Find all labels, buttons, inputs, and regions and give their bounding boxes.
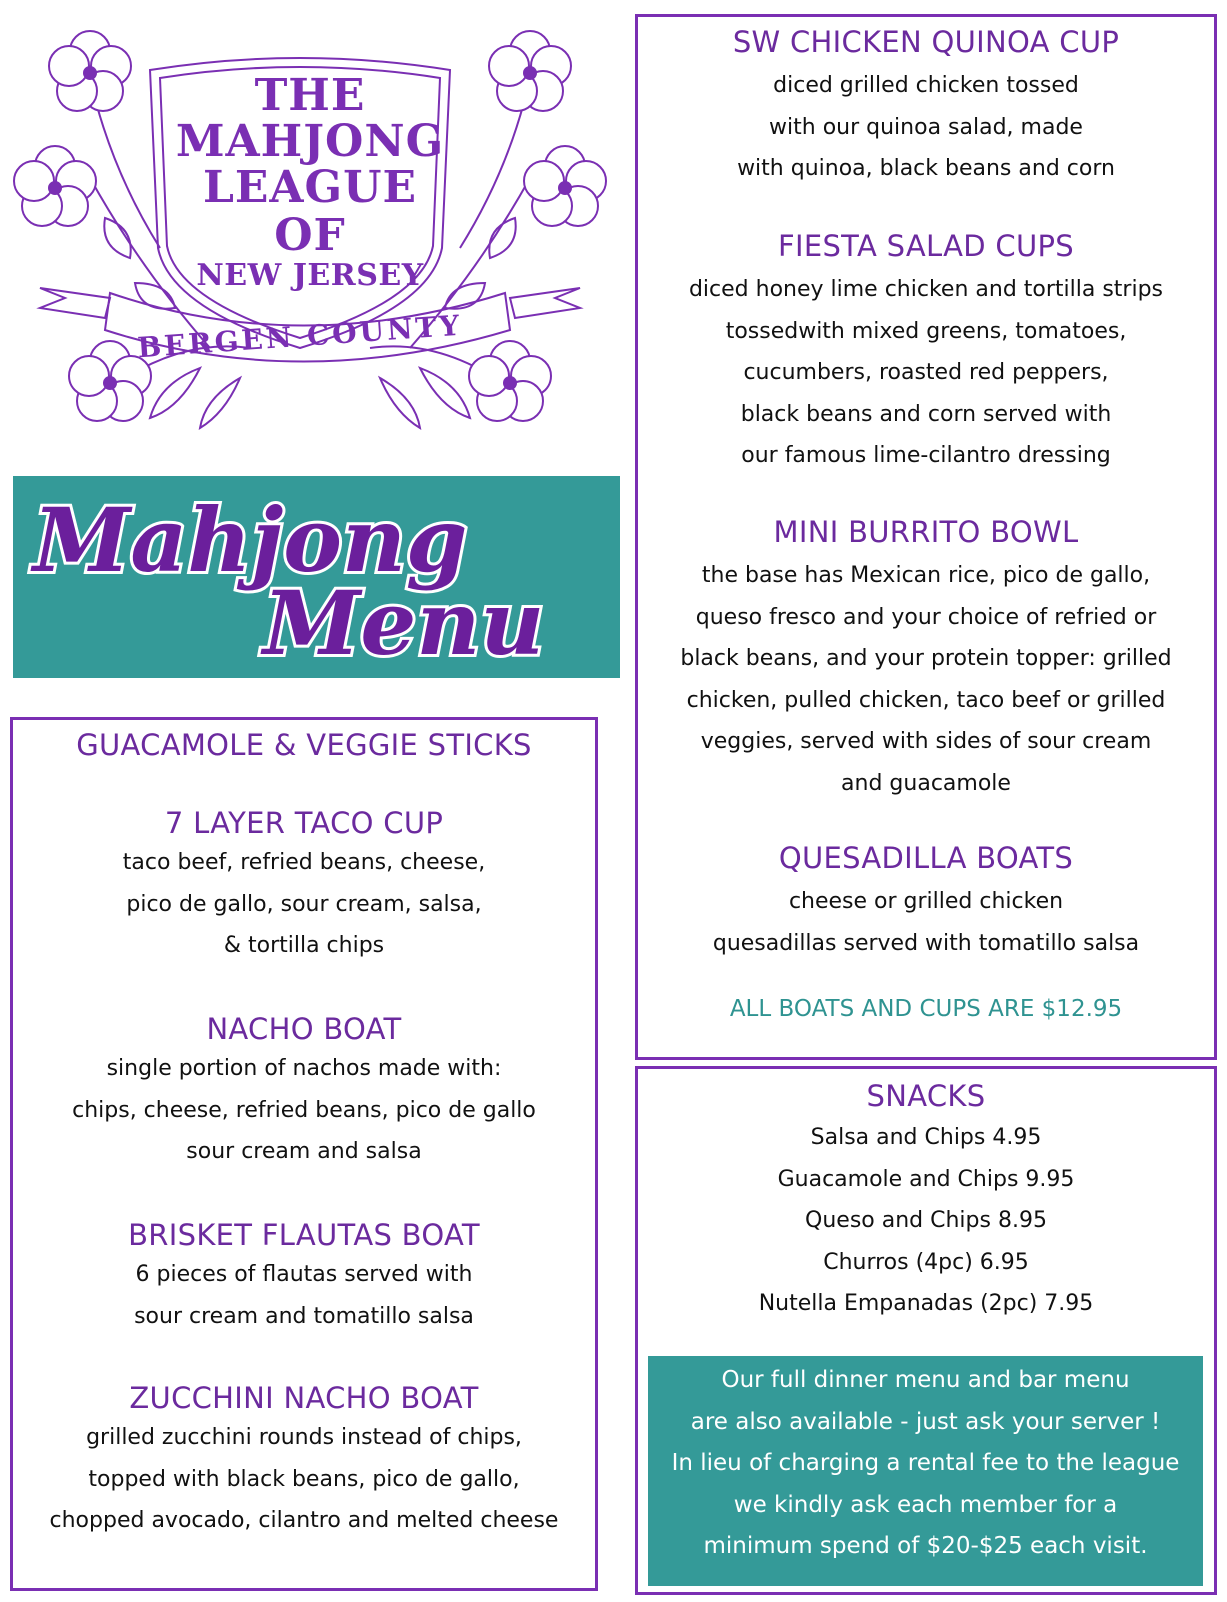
- desc-line: taco beef, refried beans, cheese,: [122, 850, 486, 875]
- desc-line: single portion of nachos made with:: [106, 1056, 502, 1081]
- desc-line: black beans and corn served with: [740, 401, 1112, 427]
- desc-line: diced grilled chicken tossed: [773, 73, 1079, 98]
- item-desc: [638, 881, 1214, 964]
- item-desc: [638, 555, 1214, 804]
- desc-line: queso fresco and your choice of refried or: [695, 604, 1157, 630]
- price-note: ALL BOATS AND CUPS ARE $12.95: [729, 996, 1123, 1022]
- item-title: QUESADILLA BOATS: [778, 841, 1074, 875]
- item-title: 7 LAYER TACO CUP: [164, 806, 444, 840]
- banner-word-1: Mahjong: [33, 488, 468, 592]
- item-desc: [13, 1254, 595, 1337]
- snack-item: Queso and Chips 8.95: [805, 1208, 1047, 1233]
- info-note: [648, 1356, 1203, 1586]
- left-menu-box: [10, 717, 598, 1591]
- desc-line: topped with black beans, pico de gallo,: [88, 1466, 520, 1492]
- item-desc: [13, 842, 595, 967]
- logo-line-3: LEAGUE: [202, 162, 418, 213]
- item-title: MINI BURRITO BOWL: [773, 515, 1079, 549]
- desc-line: the base has Mexican rice, pico de gallo,: [701, 563, 1151, 588]
- snacks-title: SNACKS: [866, 1079, 986, 1113]
- snack-item: Salsa and Chips 4.95: [810, 1125, 1042, 1150]
- item-title: GUACAMOLE & VEGGIE STICKS: [76, 728, 532, 762]
- item-title: BRISKET FLAUTAS BOAT: [128, 1218, 480, 1252]
- logo-line-5: NEW JERSEY: [196, 258, 424, 293]
- note-line: In lieu of charging a rental fee to the league: [671, 1450, 1180, 1476]
- desc-line: chips, cheese, refried beans, pico de gallo: [72, 1097, 536, 1123]
- desc-line: with quinoa, black beans and corn: [737, 156, 1115, 181]
- item-title: FIESTA SALAD CUPS: [778, 229, 1074, 263]
- desc-line: chopped avocado, cilantro and melted cheese: [49, 1508, 559, 1533]
- desc-line: quesadillas served with tomatillo salsa: [712, 930, 1140, 956]
- logo-line-4: OF: [274, 210, 346, 261]
- desc-line: diced honey lime chicken and tortilla strips: [688, 277, 1164, 302]
- desc-line: & tortilla chips: [223, 933, 385, 958]
- ribbon-text: BERGEN COUNTY: [136, 308, 464, 365]
- snacks-box: [635, 1066, 1217, 1595]
- desc-line: and guacamole: [841, 770, 1011, 796]
- league-logo: [10, 18, 610, 448]
- snacks-list: [638, 1117, 1214, 1325]
- desc-line: tossedwith mixed greens, tomatoes,: [725, 318, 1127, 344]
- desc-line: cucumbers, roasted red peppers,: [743, 360, 1109, 385]
- desc-line: cheese or grilled chicken: [788, 889, 1064, 914]
- logo-line-2: MAHJONG: [175, 116, 445, 167]
- note-line: we kindly ask each member for a: [733, 1491, 1118, 1518]
- logo-line-1: THE: [254, 70, 366, 121]
- desc-line: with our quinoa salad, made: [769, 114, 1083, 140]
- item-desc: [638, 65, 1214, 190]
- item-title: ZUCCHINI NACHO BOAT: [129, 1381, 479, 1415]
- desc-line: chicken, pulled chicken, taco beef or grilled: [686, 687, 1166, 713]
- note-line: minimum spend of $20-$25 each visit.: [703, 1533, 1148, 1559]
- note-line: are also available - just ask your server !: [690, 1408, 1161, 1435]
- menu-banner: [13, 476, 620, 678]
- banner-word-2: Menu: [263, 571, 545, 675]
- desc-line: sour cream and salsa: [186, 1139, 422, 1164]
- note-line: Our full dinner menu and bar menu: [721, 1367, 1130, 1393]
- right-menu-box: [635, 14, 1217, 1060]
- desc-line: veggies, served with sides of sour cream: [700, 729, 1152, 754]
- item-title: NACHO BOAT: [206, 1012, 402, 1046]
- desc-line: grilled zucchini rounds instead of chips,: [86, 1425, 522, 1450]
- desc-line: pico de gallo, sour cream, salsa,: [126, 891, 482, 917]
- desc-line: black beans, and your protein topper: grilled: [680, 646, 1172, 671]
- item-desc: [13, 1048, 595, 1173]
- desc-line: sour cream and tomatillo salsa: [134, 1303, 474, 1329]
- snack-item: Churros (4pc) 6.95: [823, 1249, 1029, 1275]
- snack-item: Guacamole and Chips 9.95: [777, 1166, 1075, 1192]
- item-desc: [13, 1417, 595, 1542]
- desc-line: our famous lime-cilantro dressing: [741, 443, 1111, 468]
- desc-line: 6 pieces of flautas served with: [135, 1262, 473, 1287]
- item-desc: [638, 269, 1214, 477]
- item-title: SW CHICKEN QUINOA CUP: [732, 25, 1120, 59]
- snack-item: Nutella Empanadas (2pc) 7.95: [758, 1291, 1094, 1316]
